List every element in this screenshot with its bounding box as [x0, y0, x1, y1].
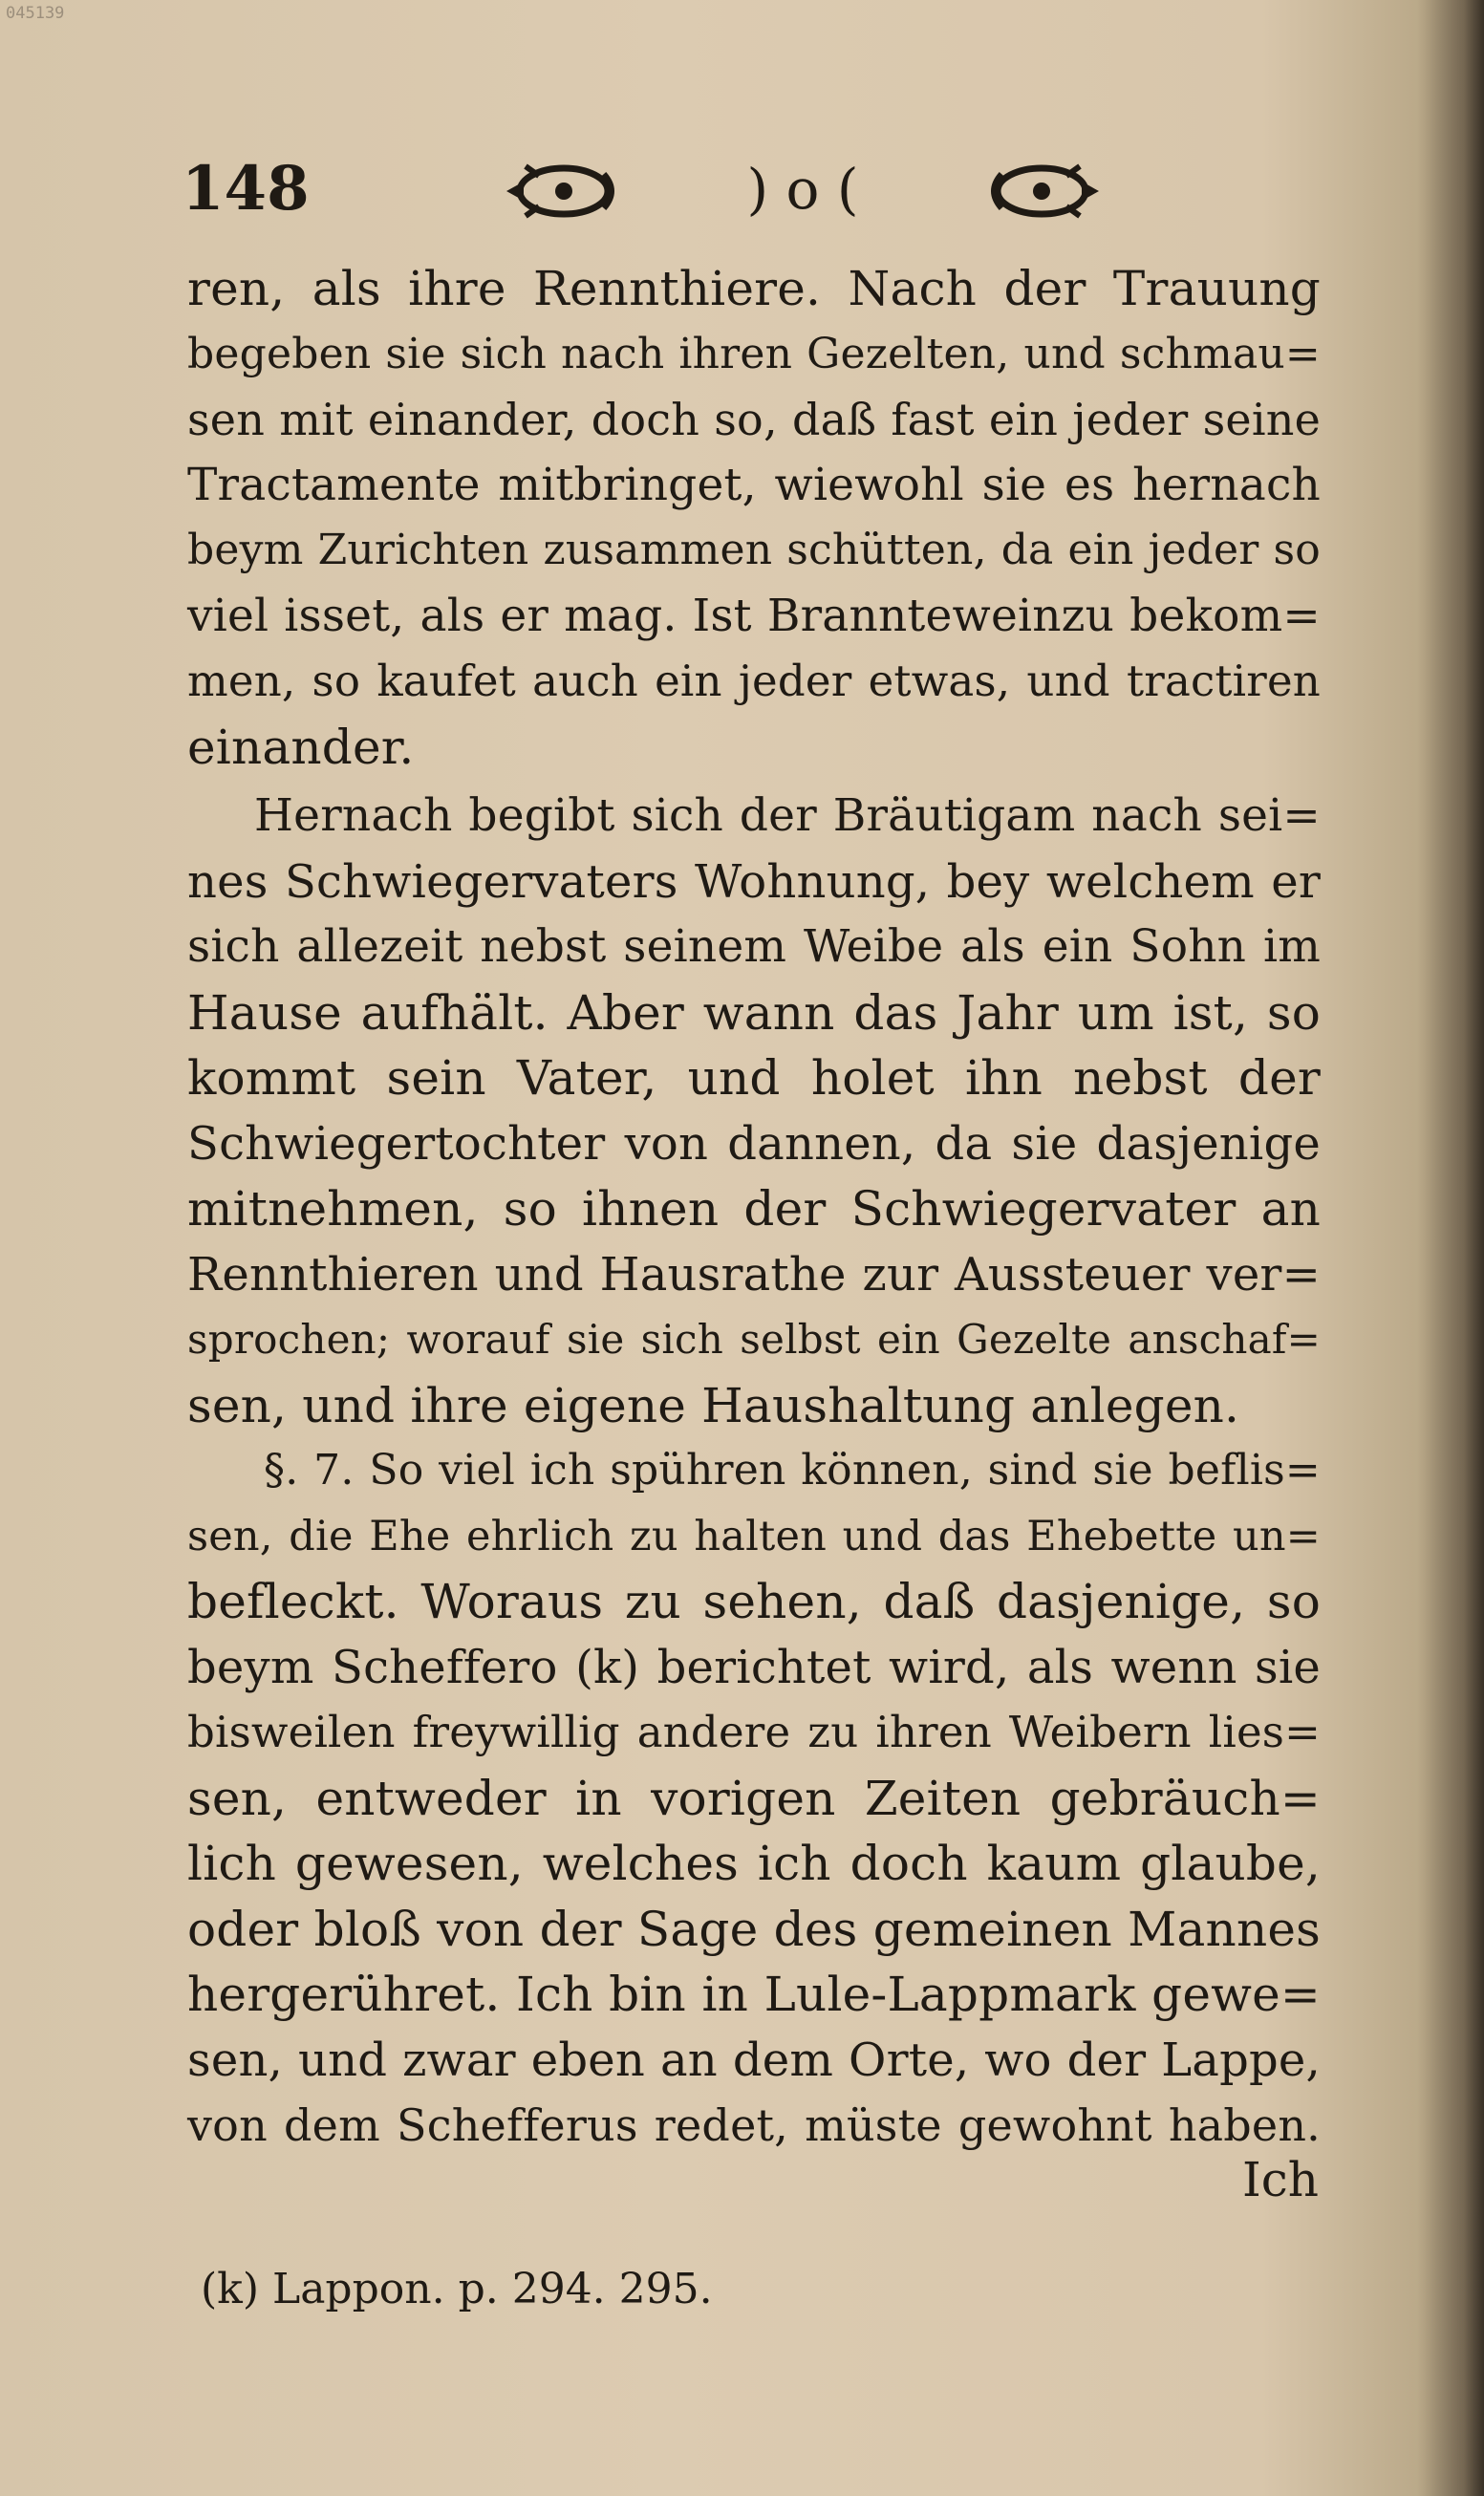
- text-line: ren, als ihre Rennthiere. Nach der Trauung: [187, 261, 1321, 316]
- text-line: beym Scheffero (k) berichtet wird, als wenn sie: [187, 1640, 1321, 1694]
- header-ornament: [497, 153, 1108, 229]
- spine-shadow: [1417, 0, 1484, 2496]
- text-line: Hernach begibt sich der Bräutigam nach sei=: [254, 789, 1321, 842]
- text-line: bisweilen freywillig andere zu ihren Weibern lies=: [187, 1707, 1321, 1757]
- catchword: Ich: [1242, 2152, 1319, 2207]
- text-line: von dem Schefferus redet, müste gewohnt haben.: [187, 2099, 1321, 2151]
- text-line: lich gewesen, welches ich doch kaum glaube,: [187, 1836, 1321, 1891]
- text-line: oder bloß von der Sage des gemeinen Mannes: [187, 1901, 1321, 1957]
- text-line: sprochen; worauf sie sich selbst ein Gezelte anschaf=: [187, 1316, 1321, 1363]
- page-number: 148: [182, 153, 310, 225]
- text-line: men, so kaufet auch ein jeder etwas, und tractiren: [187, 656, 1321, 706]
- text-line: §. 7. So viel ich spühren können, sind sie beflis=: [264, 1446, 1321, 1495]
- text-line: sich allezeit nebst seinem Weibe als ein Sohn im: [187, 920, 1321, 973]
- text-line: sen, und zwar eben an dem Orte, wo der Lappe,: [187, 2033, 1321, 2087]
- text-line: sen, und ihre eigene Haushaltung anlegen.: [187, 1377, 1240, 1433]
- text-line: hergerühret. Ich bin in Lule-Lappmark gewe=: [187, 1967, 1321, 2022]
- paragraph-3: [187, 1438, 1321, 2159]
- text-line: begeben sie sich nach ihren Gezelten, und schmau=: [187, 329, 1321, 378]
- text-line: Schwiegertochter von dannen, da sie dasjenige: [187, 1116, 1321, 1171]
- ornament-text: ) o (: [746, 157, 859, 222]
- text-line: befleckt. Woraus zu sehen, daß dasjenige, so: [187, 1574, 1321, 1629]
- text-line: beym Zurichten zusammen schütten, da ein jeder so: [187, 526, 1321, 574]
- text-line: sen mit einander, doch so, daß fast ein jeder seine: [187, 394, 1321, 445]
- footnote: (k) Lappon. p. 294. 295.: [201, 2265, 713, 2313]
- text-line: einander.: [187, 719, 415, 775]
- left-flourish-icon: [506, 166, 612, 216]
- page-header: [182, 143, 1328, 229]
- text-line: sen, entweder in vorigen Zeiten gebräuch=: [187, 1770, 1321, 1826]
- text-line: nes Schwiegervaters Wohnung, bey welchem er: [187, 854, 1321, 909]
- text-line: Tractamente mitbringet, wiewohl sie es hernach: [187, 458, 1321, 511]
- text-line: mitnehmen, so ihnen der Schwiegervater an: [187, 1181, 1321, 1237]
- body-text: [187, 256, 1321, 2159]
- text-line: sen, die Ehe ehrlich zu halten und das Ehebette un=: [187, 1512, 1321, 1560]
- text-line: Rennthieren und Hausrathe zur Aussteuer ver=: [187, 1247, 1321, 1302]
- paragraph-1: [187, 256, 1321, 780]
- paragraph-2: [187, 784, 1321, 1438]
- archive-stamp: 045139: [6, 4, 65, 23]
- text-line: viel isset, als er mag. Ist Brannteweinzu bekom=: [187, 589, 1321, 642]
- text-line: kommt sein Vater, und holet ihn nebst der: [187, 1050, 1321, 1106]
- right-flourish-icon: [994, 166, 1099, 216]
- text-line: Hause aufhält. Aber wann das Jahr um ist, so: [187, 984, 1321, 1041]
